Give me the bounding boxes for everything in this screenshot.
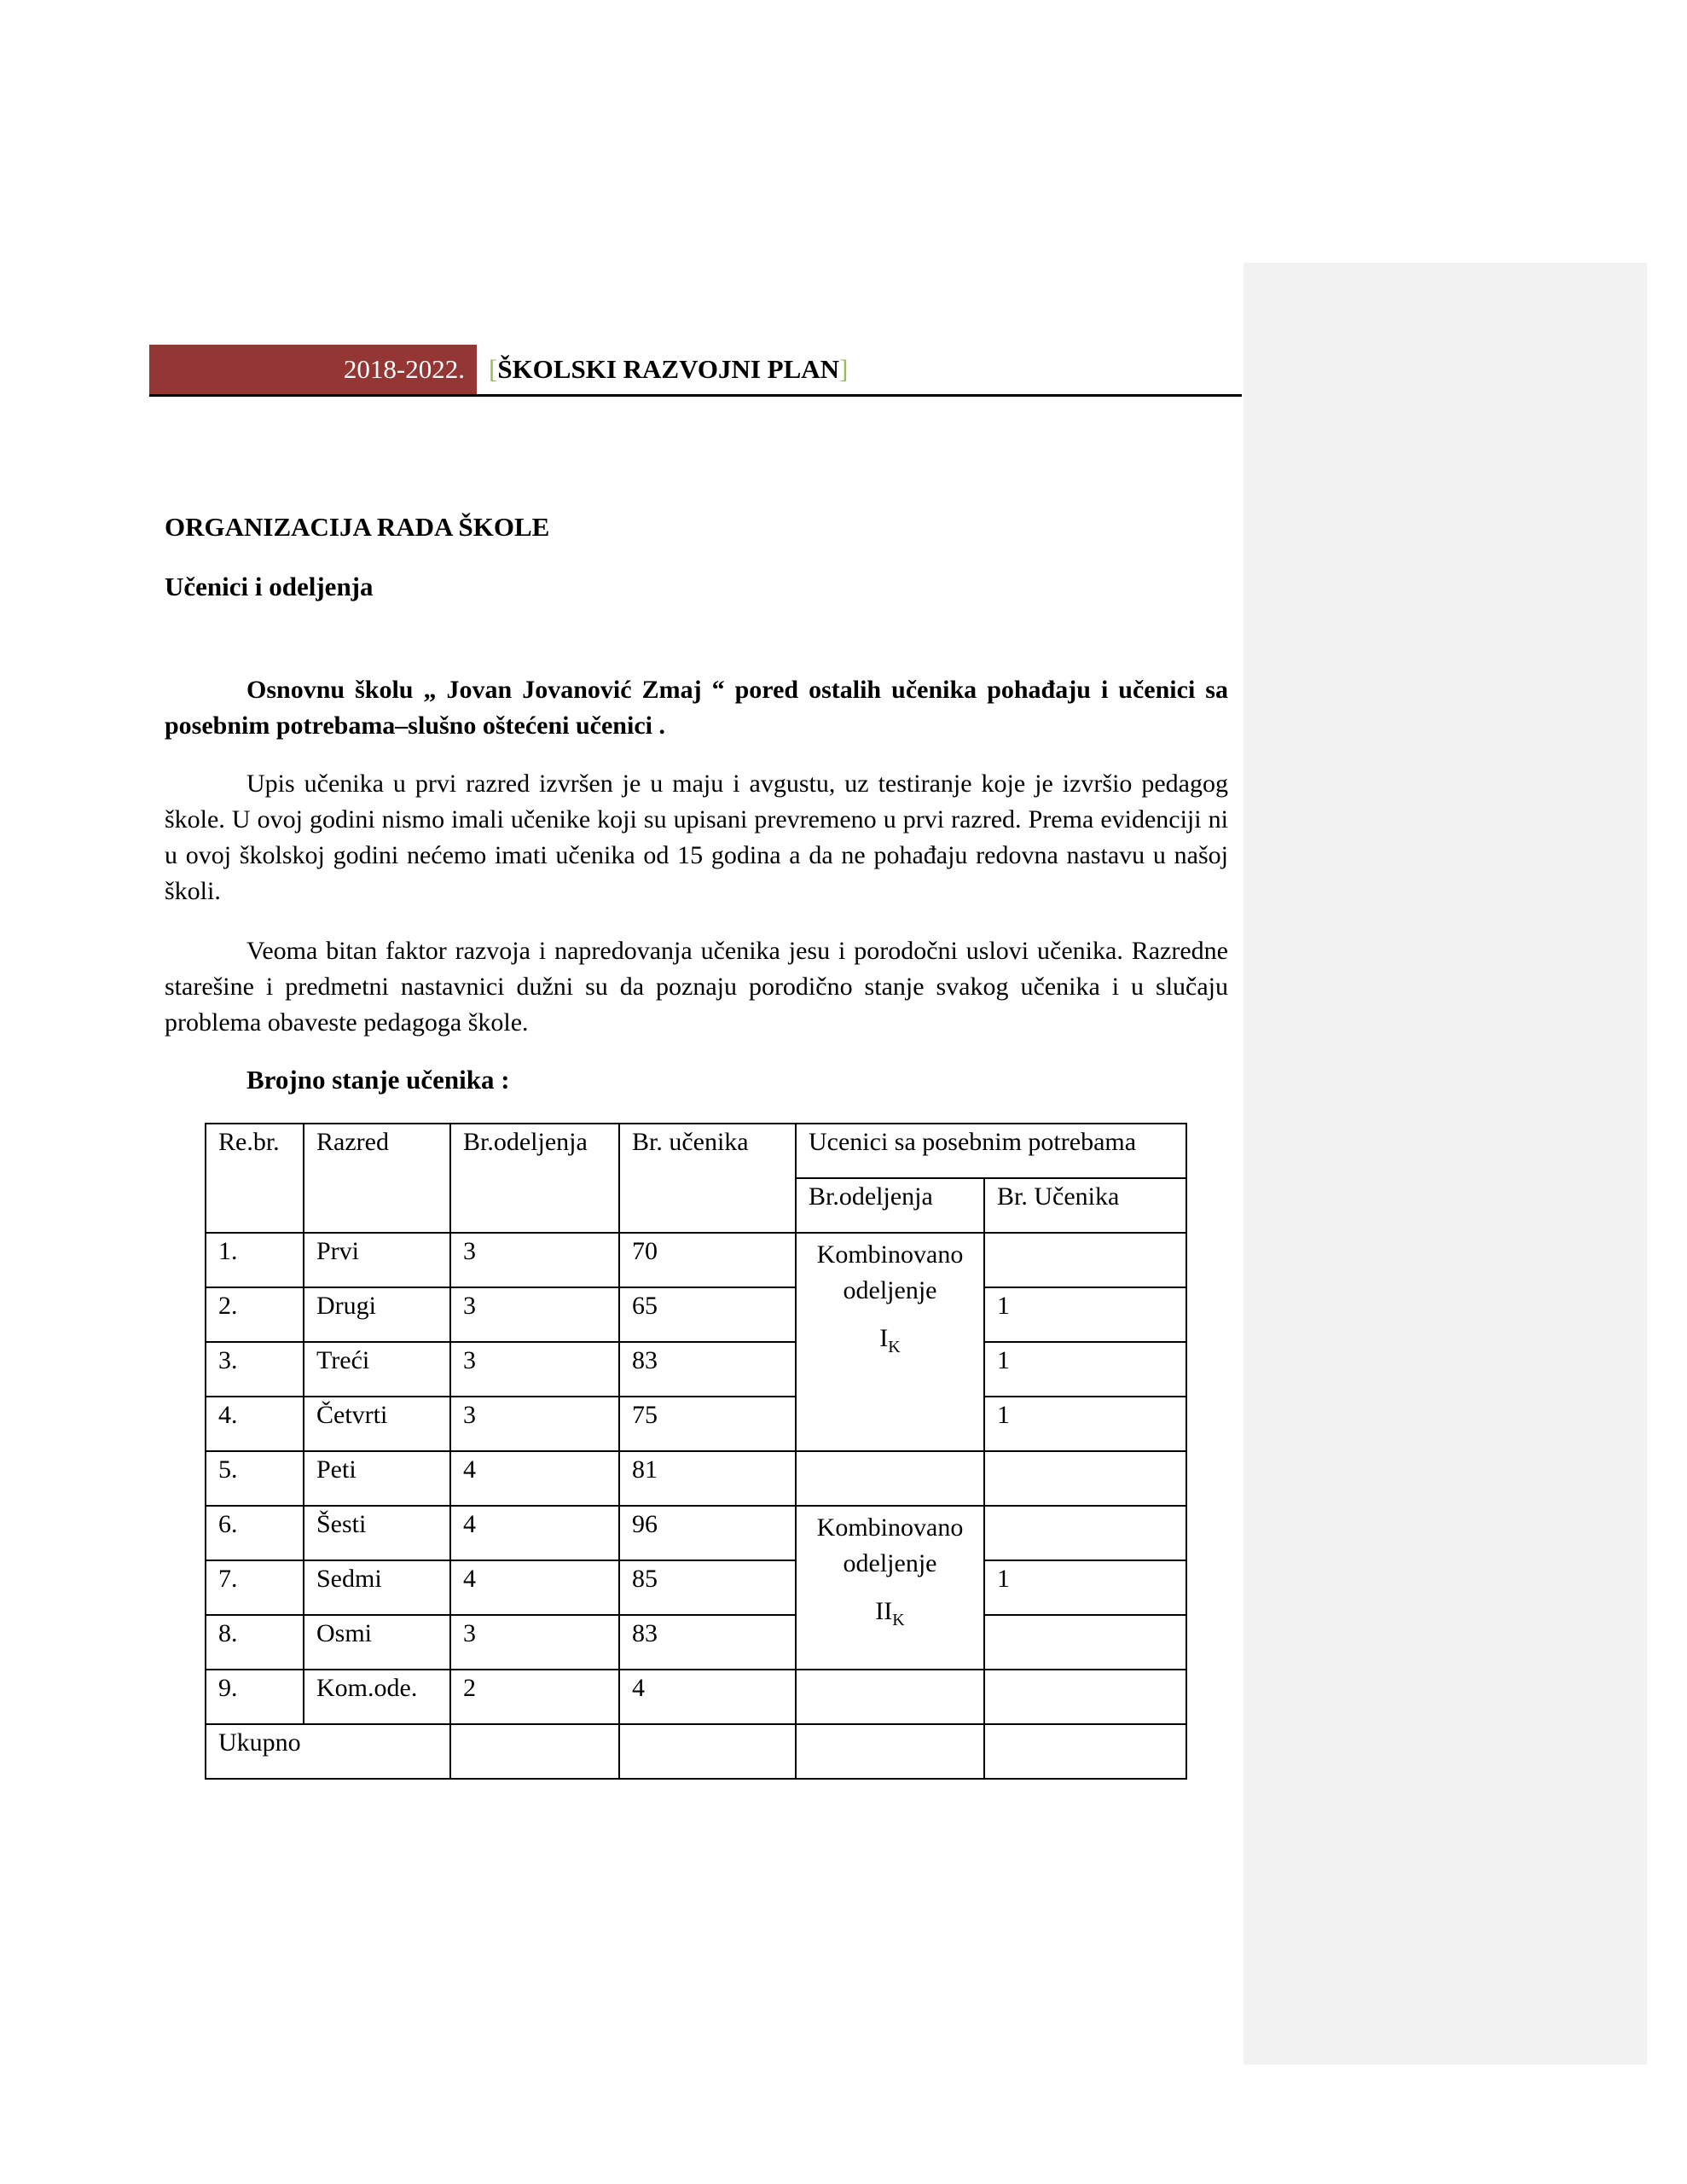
paragraph-family: Veoma bitan faktor razvoja i napredovanja učenika jesu i porodočni uslovi učenika. Razredne starešine i predmetni nastavnici dužni su da poznaju porodično stanje svakog učenika i u slučaju problema obaveste pedagoga škole. — [165, 937, 1228, 1037]
header-rb: Re.br. — [206, 1124, 304, 1233]
subsection-title: Učenici i odeljenja — [165, 572, 374, 601]
table-row — [206, 1233, 1186, 1287]
cell-special-ucenika: 1 — [984, 1560, 1186, 1615]
cell-special-ucenika — [984, 1670, 1186, 1724]
cell-ucenika: 83 — [619, 1342, 796, 1397]
cell-ucenika: 65 — [619, 1287, 796, 1342]
header-title — [489, 345, 848, 394]
cell-special-ucenika — [984, 1615, 1186, 1670]
cell-odeljenja: 2 — [450, 1670, 619, 1724]
cell-rb: 9. — [206, 1670, 304, 1724]
header-razred: Razred — [304, 1124, 450, 1233]
table-title: Brojno stanje učenika : — [246, 1065, 510, 1095]
cell-rb: 5. — [206, 1451, 304, 1506]
header-odeljenja: Br.odeljenja — [450, 1124, 619, 1233]
header-ucenika: Br. učenika — [619, 1124, 796, 1233]
combined-1-line1: Kombinovano — [816, 1240, 964, 1269]
table-row — [206, 1560, 1186, 1615]
table-header-row — [206, 1124, 1186, 1178]
cell-razred: Osmi — [304, 1615, 450, 1670]
header-special-ucenika: Br. Učenika — [984, 1178, 1186, 1233]
cell-ucenika: 4 — [619, 1670, 796, 1724]
page-header — [149, 345, 1242, 397]
cell-total-label: Ukupno — [206, 1724, 450, 1779]
table-row — [206, 1451, 1186, 1506]
cell-special-odeljenja — [796, 1670, 984, 1724]
cell-special-ucenika: 1 — [984, 1342, 1186, 1397]
cell-razred: Kom.ode. — [304, 1670, 450, 1724]
cell-odeljenja: 3 — [450, 1233, 619, 1287]
cell-odeljenja: 4 — [450, 1506, 619, 1560]
combined-2-label-sub: K — [892, 1611, 905, 1629]
section-title: ORGANIZACIJA RADA ŠKOLE — [165, 512, 550, 542]
cell-total-odeljenja — [450, 1724, 619, 1779]
cell-ucenika: 96 — [619, 1506, 796, 1560]
header-bracket-close: ] — [839, 354, 849, 384]
cell-special-ucenika: 1 — [984, 1287, 1186, 1342]
cell-odeljenja: 4 — [450, 1451, 619, 1506]
cell-special-ucenika — [984, 1506, 1186, 1560]
cell-ucenika: 85 — [619, 1560, 796, 1615]
cell-razred: Četvrti — [304, 1397, 450, 1451]
paragraph-enrollment: Upis učenika u prvi razred izvršen je u maju i avgustu, uz testiranje koje je izvršio pedagog škole. U ovoj godini nismo imali učenike koji su upisani prevremeno u prvi razred. Prema evidenciji ni u ovoj školskoj godini nećemo imati učenika od 15 godina a da ne pohađaju redovna nastavu u našoj školi. — [165, 770, 1228, 905]
table-row — [206, 1397, 1186, 1451]
cell-rb: 1. — [206, 1233, 304, 1287]
table-row — [206, 1287, 1186, 1342]
cell-total-special-odeljenja — [796, 1724, 984, 1779]
table-total-row — [206, 1724, 1186, 1779]
cell-combined-2 — [796, 1506, 984, 1670]
cell-combined-1 — [796, 1233, 984, 1451]
combined-2-label-text: II — [875, 1597, 893, 1625]
cell-odeljenja: 3 — [450, 1397, 619, 1451]
combined-2-line1: Kombinovano — [816, 1513, 964, 1542]
comment-pane — [1244, 263, 1647, 2065]
cell-ucenika: 81 — [619, 1451, 796, 1506]
cell-razred: Šesti — [304, 1506, 450, 1560]
cell-razred: Prvi — [304, 1233, 450, 1287]
cell-total-special-ucenika — [984, 1724, 1186, 1779]
cell-rb: 3. — [206, 1342, 304, 1397]
cell-odeljenja: 3 — [450, 1287, 619, 1342]
cell-rb: 7. — [206, 1560, 304, 1615]
table-row — [206, 1506, 1186, 1560]
cell-odeljenja: 3 — [450, 1615, 619, 1670]
combined-2-line2: odeljenje — [843, 1549, 937, 1577]
combined-1-line2: odeljenje — [843, 1276, 937, 1304]
cell-special-ucenika: 1 — [984, 1397, 1186, 1451]
cell-razred: Treći — [304, 1342, 450, 1397]
cell-ucenika: 75 — [619, 1397, 796, 1451]
cell-ucenika: 70 — [619, 1233, 796, 1287]
combined-2-label — [809, 1594, 971, 1638]
cell-odeljenja: 4 — [450, 1560, 619, 1615]
cell-rb: 6. — [206, 1506, 304, 1560]
cell-total-ucenika — [619, 1724, 796, 1779]
cell-odeljenja: 3 — [450, 1342, 619, 1397]
student-count-table — [205, 1123, 1187, 1780]
cell-special-ucenika — [984, 1451, 1186, 1506]
cell-special-odeljenja — [796, 1451, 984, 1506]
cell-razred: Drugi — [304, 1287, 450, 1342]
table-row — [206, 1670, 1186, 1724]
combined-1-label-sub: K — [888, 1338, 901, 1356]
cell-ucenika: 83 — [619, 1615, 796, 1670]
header-special-odeljenja: Br.odeljenja — [796, 1178, 984, 1233]
cell-rb: 8. — [206, 1615, 304, 1670]
table-row — [206, 1615, 1186, 1670]
header-title-text: ŠKOLSKI RAZVOJNI PLAN — [497, 354, 840, 384]
cell-razred: Peti — [304, 1451, 450, 1506]
combined-1-label — [809, 1321, 971, 1365]
header-special-needs: Ucenici sa posebnim potrebama — [796, 1124, 1186, 1178]
cell-special-ucenika — [984, 1233, 1186, 1287]
cell-rb: 2. — [206, 1287, 304, 1342]
combined-1-label-text: I — [879, 1324, 889, 1352]
cell-razred: Sedmi — [304, 1560, 450, 1615]
header-bracket-open: [ — [489, 354, 498, 384]
cell-rb: 4. — [206, 1397, 304, 1451]
paragraph-intro: Osnovnu školu „ Jovan Jovanović Zmaj “ pored ostalih učenika pohađaju i učenici sa posebnim potrebama–slušno oštećeni učenici . — [165, 676, 1228, 740]
table-row — [206, 1342, 1186, 1397]
header-year: 2018-2022. — [149, 345, 477, 394]
